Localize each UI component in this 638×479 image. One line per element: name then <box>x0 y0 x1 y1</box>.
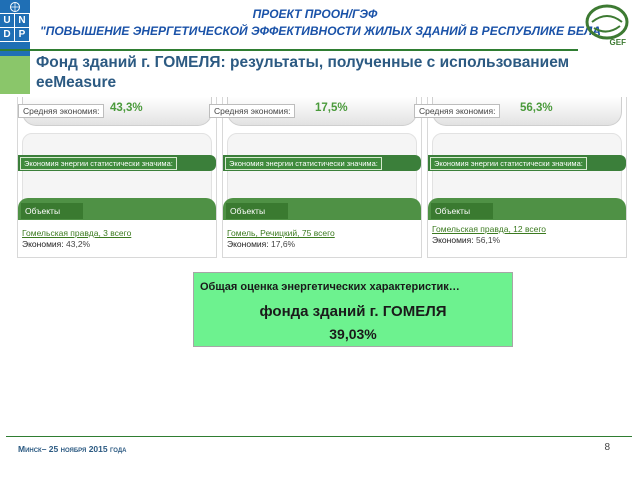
average-savings-value: 17,5% <box>315 102 348 114</box>
average-savings-label: Средняя экономия: <box>209 104 295 118</box>
results-panel <box>419 97 627 258</box>
overall-subject: фонда зданий г. ГОМЕЛЯ <box>259 303 447 320</box>
overall-value: 39,03% <box>329 326 377 342</box>
un-emblem-icon <box>0 0 30 14</box>
objects-list <box>223 220 421 257</box>
significance-bar <box>428 155 626 171</box>
object-savings-label: Экономия: <box>227 239 269 249</box>
results-panel <box>17 97 217 258</box>
average-savings-label: Средняя экономия: <box>18 104 104 118</box>
average-savings-value: 56,3% <box>520 102 553 114</box>
significance-label: Экономия энергии статистически значима: <box>430 157 587 170</box>
objects-label: Объекты <box>226 203 288 219</box>
undp-letter: D <box>0 28 15 42</box>
undp-logo <box>0 0 30 56</box>
objects-list <box>18 220 216 257</box>
significance-label: Экономия энергии статистически значима: <box>20 157 177 170</box>
object-savings <box>22 239 216 250</box>
significance-label: Экономия энергии статистически значима: <box>225 157 382 170</box>
gef-label: GEF <box>609 38 626 47</box>
object-savings-value: 43,2% <box>66 239 91 249</box>
footer-divider <box>6 436 632 437</box>
average-savings-value: 43,3% <box>110 102 143 114</box>
page-number: 8 <box>604 442 610 453</box>
project-title-line1: ПРОЕКТ ПРООН/ГЭФ <box>252 7 378 21</box>
results-panel <box>214 97 422 258</box>
objects-label: Объекты <box>431 203 493 219</box>
object-savings <box>227 239 421 250</box>
object-savings <box>432 235 626 246</box>
undp-letter: U <box>0 14 15 28</box>
project-title <box>40 6 601 40</box>
object-link[interactable]: Гомельская правда, 12 всего <box>432 224 547 234</box>
side-accent <box>0 56 30 94</box>
undp-letter: P <box>15 28 30 42</box>
overall-assessment-box <box>193 272 513 347</box>
significance-bar <box>223 155 421 171</box>
significance-bar <box>18 155 216 171</box>
object-savings-label: Экономия: <box>432 235 474 245</box>
object-savings-value: 56,1% <box>476 235 501 245</box>
objects-label: Объекты <box>21 203 83 219</box>
object-savings-value: 17,6% <box>271 239 296 249</box>
header-divider <box>0 49 578 51</box>
average-savings-label: Средняя экономия: <box>414 104 500 118</box>
objects-list <box>428 220 626 257</box>
object-link[interactable]: Гомельская правда, 3 всего <box>22 228 132 238</box>
object-link[interactable]: Гомель, Речицкий, 75 всего <box>227 228 335 238</box>
undp-letter: N <box>15 14 30 28</box>
object-savings-label: Экономия: <box>22 239 64 249</box>
footer-location-date: Минск– 25 ноября 2015 года <box>18 444 127 454</box>
slide-subtitle: Фонд зданий г. ГОМЕЛЯ: результаты, полученные с использованием eeMeasure <box>36 54 570 91</box>
overall-heading: Общая оценка энергетических характеристик… <box>200 281 460 293</box>
project-title-line2: "ПОВЫШЕНИЕ ЭНЕРГЕТИЧЕСКОЙ ЭФФЕКТИВНОСТИ ЖИЛЫХ ЗДАНИЙ В РЕСПУБЛИКЕ БЕЛА <box>40 24 601 38</box>
